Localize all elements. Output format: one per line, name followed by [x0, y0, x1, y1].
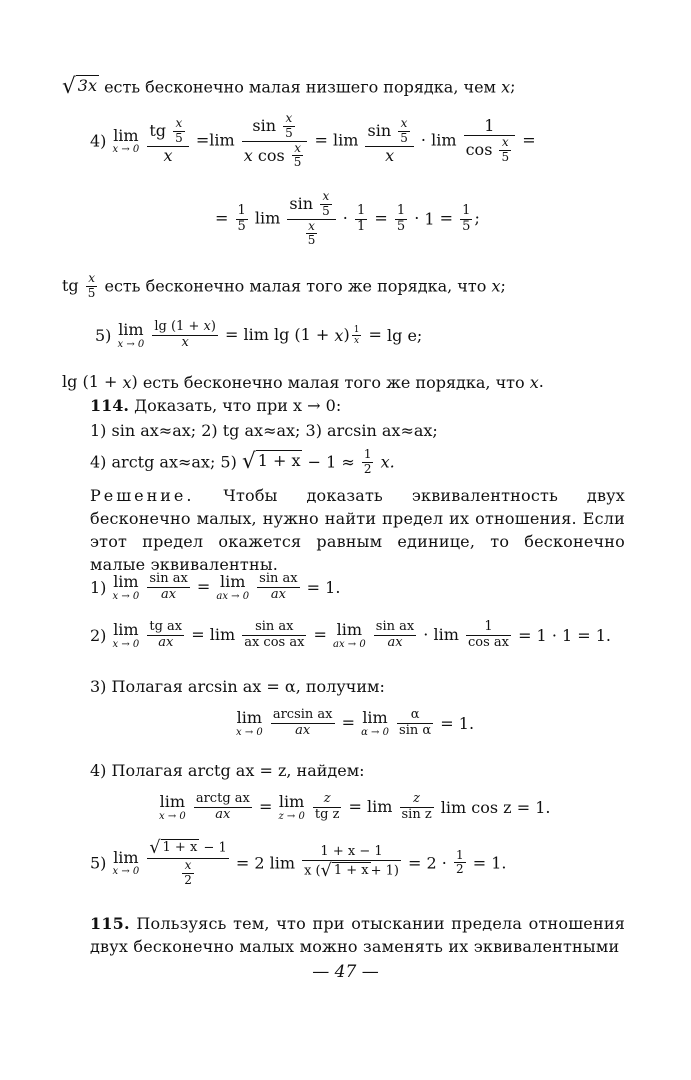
item-4-line-1: 4) lim x → 0 tg $\frac{x}{5}$ x =lim sin $\frac{x}{5}$ x cos $\frac{x}{5}$ = lim sin $\frac{x}{5}$ x · lim 1 cos $\frac{x}{5}$ = — [90, 111, 536, 170]
solution-1: 1) lim x → 0 $\frac{\text{sin ax}}{ax}$ = lim ax → 0 $\frac{\text{sin ax}}{ax}$ = 1. — [90, 571, 341, 602]
problem-115: 115. Пользуясь тем, что при отыскании предела отношения двух бесконечно малых можно заменять их эквивалентными — [90, 914, 625, 956]
fraction: sin $\frac{x}{5}$ $\frac{x}{5}$ — [287, 190, 335, 248]
fraction: sin $\frac{x}{5}$ x cos $\frac{x}{5}$ — [242, 112, 308, 170]
problem-114-list-2: 4) arctg ax≈ax; 5) √ 1 + x − 1 ≈ $\frac{1}{2}$ x. — [90, 447, 395, 476]
item-5: 5) lim x → 0 $\frac{\lg (1 + x)}{x}$ = lim lg (1 + x) $\frac{1}{x}$ = lg e; — [95, 319, 423, 350]
sqrt-3x: √ 3x — [62, 74, 97, 99]
solution-5: 5) lim x → 0 $\frac{√ 1 + x - 1}{\frac{x}{2}}$ = 2 lim $\frac{1 + x - 1}{x (√ 1 + x + 1)}$ = 2 · $\frac{1}{2}$ = 1. — [90, 838, 507, 887]
fraction: sin $\frac{x}{5}$ x — [365, 117, 413, 165]
solution-3: lim x → 0 $\frac{\text{arcsin ax}}{ax}$ = lim α → 0 $\frac{\alpha}{\text{sin α}}$ = 1. — [236, 707, 475, 738]
solution-4: lim x → 0 arctg ax ax = lim z → 0 $\frac{z}{\text{tg z}}$ = lim $\frac{z}{\text{sin z}}$ lim cos z = 1. — [159, 791, 551, 822]
problem-114-list-1: 1) sin ax≈ax; 2) tg ax≈ax; 3) arcsin ax≈ax; — [90, 420, 438, 440]
limit: lim x → 0 — [112, 125, 140, 156]
text-line-lg: lg (1 + x) есть бесконечно малая того же порядка, что x. — [62, 372, 544, 392]
solution-paragraph: Решение. Чтобы доказать эквивалентность двух бесконечно малых, нужно найти предел их отношения. Если этот предел окажется равным единице, то бесконечно малые эквивалентны. — [90, 486, 625, 574]
page-number: — 47 — — [312, 962, 379, 982]
solution-3-intro: 3) Полагая arcsin ax = α, получим: — [90, 676, 385, 696]
item-4-line-2: = $\frac{1}{5}$ lim sin $\frac{x}{5}$ $\frac{x}{5}$ · $\frac{1}{1}$ = $\frac{1}{5}$ · 1 = $\frac{1}{5}$ ; — [215, 189, 480, 248]
fraction: 1 cos $\frac{x}{5}$ — [464, 117, 516, 165]
text-line-tg: tg $\frac{x}{5}$ есть бесконечно малая того же порядка, что x; — [62, 271, 506, 300]
text-line-1: √ 3x есть бесконечно малая низшего порядка, чем x; — [62, 74, 516, 99]
solution-4-intro: 4) Полагая arctg ax = z, найдем: — [90, 760, 365, 780]
solution-2: 2) lim x → 0 $\frac{\text{tg ax}}{ax}$ = lim $\frac{\text{sin ax}}{\text{ax cos ax}}$ = lim ax → 0 $\frac{\text{sin ax}}{ax}$ · lim $\frac{1}{\text{cos ax}}$ = 1 · 1 = 1. — [90, 619, 612, 650]
fraction: tg $\frac{x}{5}$ x — [147, 117, 188, 165]
problem-114: 114. Доказать, что при x → 0: — [90, 395, 342, 415]
